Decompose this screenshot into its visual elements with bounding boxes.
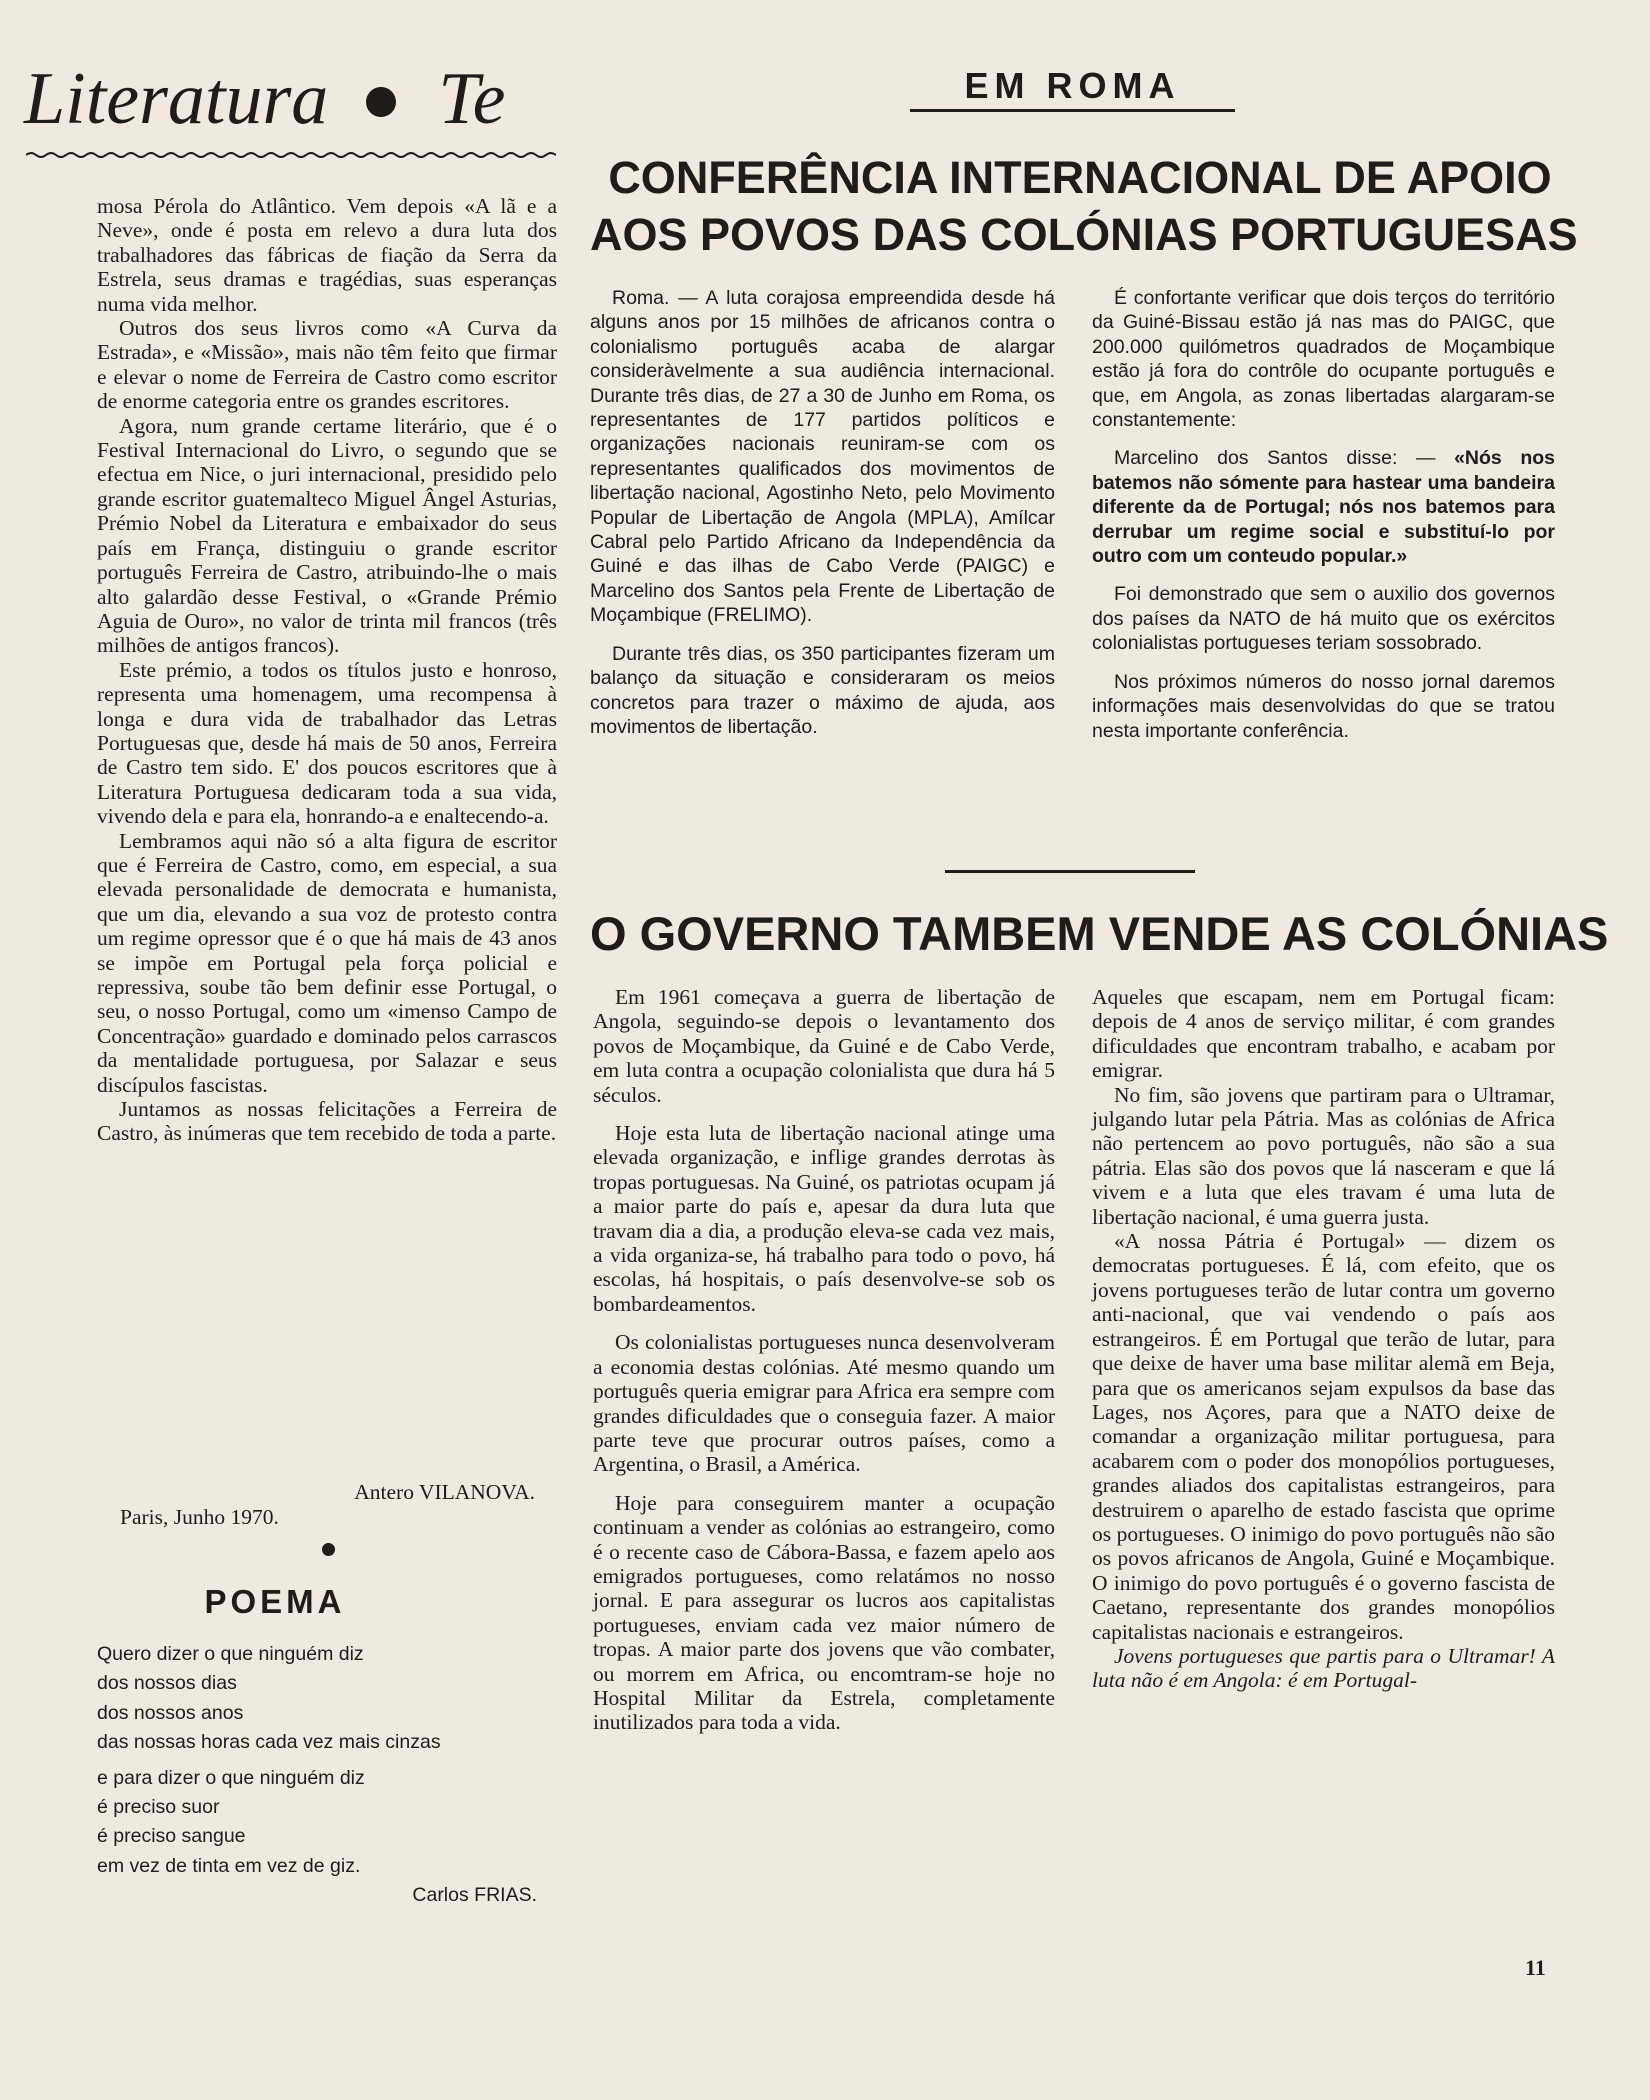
wavy-rule [26, 150, 556, 160]
section-header-literatura [24, 58, 506, 140]
article2-closing: Jovens portugueses que partis para o Ultramar! A luta não é em Angola: é em Portugal- [1092, 1643, 1555, 1693]
lit-dateline: Paris, Junho 1970. [120, 1505, 279, 1529]
article1-headline-line1: CONFERÊNCIA INTERNACIONAL DE APOIO [608, 152, 1552, 203]
poem-line: e para dizer o que ninguém diz [97, 1766, 365, 1789]
poem-line: das nossas horas cada vez mais cinzas [97, 1731, 441, 1754]
poem-author: Carlos FRIAS. [412, 1884, 537, 1907]
section-title-b: Te [438, 58, 506, 140]
article2-paragraph: No fim, são jovens que partiram para o Ultramar, julgando lutar pela Pátria. Mas as colónias de Africa não pertencem ao povo português, não são a sua pátria. Elas são dos povos que lá nasceram e que lá vivem e a luta que eles travam é uma luta de libertação nacional, é uma guerra justa. [1092, 1082, 1555, 1229]
article2-paragraph: Hoje esta luta de libertação nacional atinge uma elevada organização, e inflige grandes derrotas às tropas portuguesas. Na Guiné, os patriotas ocupam já a maior parte do país e, apesar da dura luta que travam dia a dia, a produção eleva-se cada vez mais, a vida organiza-se, há trabalho para todo o povo, há escolas, há hospitais, o país desenvolve-se sob os bombardeamentos. [593, 1121, 1055, 1316]
article1-paragraph: Roma. — A luta corajosa empreendida desde há alguns anos por 15 milhões de africanos contra o colonialismo português acaba de alargar consideràvelmente a sua audiência internacional. Durante três dias, de 27 a 30 de Junho em Roma, os representantes de 177 partidos políticos e organizações nacionais reuniram-se com os representantes qualificados dos movimentos de libertação nacional, Agostinho Neto, pelo Movimento Popular de Libertação de Angola (MPLA), Amílcar Cabral pelo Partido Africano da Independência da Guiné e das ilhas de Cabo Verde (PAIGC) e Marcelino dos Santos pela Frente de Libertação de Moçambique (FRELIMO). [590, 287, 1055, 627]
bullet-dot [366, 87, 396, 117]
separator-dot [322, 1543, 335, 1556]
article2-paragraph: Os colonialistas portugueses nunca desenvolveram a economia destas colónias. Até mesmo quando um português queria emigrar para Africa era sempre com grandes dificuldades que o conseguia fazer. A maior parte teve que procurar outros países, como a Argentina, o Brasil, a América. [593, 1330, 1055, 1477]
lit-paragraph: Outros dos seus livros como «A Curva da Estrada», e «Missão», mais não têm feito que firmar e elevar o nome de Ferreira de Castro como escritor de enorme categoria entre os grandes escritores. [97, 316, 557, 414]
article1-column2 [1092, 286, 1555, 743]
section-title-a: Literatura [24, 58, 329, 140]
poem [97, 1640, 537, 1911]
kicker-em-roma: EM ROMA [964, 65, 1181, 106]
poem-line: dos nossos anos [97, 1701, 244, 1724]
kicker-rule [910, 109, 1235, 112]
article1-paragraph: Foi demonstrado que sem o auxilio dos governos dos países da NATO de há muito que os exércitos colonialistas portugueses teriam sossobrado. [1092, 583, 1555, 655]
page-number: 11 [1525, 1955, 1546, 1980]
quote-intro: Marcelino dos Santos disse: — [1114, 447, 1436, 470]
article1-column1 [590, 286, 1055, 739]
lit-paragraph: Juntamos as nossas felicitações a Ferreira de Castro, às inúmeras que tem recebido de toda a parte. [97, 1097, 557, 1146]
article1-quote [1092, 446, 1555, 568]
lit-paragraph: Este prémio, a todos os títulos justo e honroso, representa uma homenagem, uma recompensa à longa e dura vida de trabalhador das Letras Portuguesas que, desde há mais de 50 anos, Ferreira de Castro tem sido. E' dos poucos escritores que à Literatura Portuguesa dedicaram toda a sua vida, vivendo dela e para ela, honrando-a e enaltecendo-a. [97, 657, 557, 829]
article2-column1 [593, 985, 1055, 1735]
article2-paragraph: Hoje para conseguirem manter a ocupação continuam a vender as colónias ao estrangeiro, como é o recente caso de Cábora-Bassa, e fazem apelo aos emigrados portugueses, como relatámos no nosso jornal. E para assegurar os lucros aos capitalistas portugueses, enviam cada vez maior número de tropas. A maior parte dos jovens que vão combater, ou morrem em Africa, ou encomtram-se hoje no Hospital Militar da Estrela, completamente inutilizados para toda a vida. [593, 1490, 1055, 1735]
article2-paragraph: Em 1961 começava a guerra de libertação de Angola, seguindo-se depois o levantamento dos povos de Moçambique, da Guiné e de Cabo Verde, em luta contra a ocupação colonialista que dura há 5 séculos. [593, 985, 1055, 1107]
article2-paragraph: Aqueles que escapam, nem em Portugal ficam: depois de 4 anos de serviço militar, é com grandes dificuldades que encontram trabalho, e acabam por emigrar. [1092, 985, 1555, 1083]
article1-paragraph: É confortante verificar que dois terços do território da Guiné-Bissau estão já nas mas do PAIGC, que 200.000 quilómetros quadrados de Moçambique estão já fora do contrôle do ocupante português e que, em Angola, as zonas libertadas alargaram-se constantemente: [1092, 287, 1555, 432]
poem-line: em vez de tinta em vez de giz. [97, 1854, 361, 1877]
poem-line: dos nossos dias [97, 1672, 237, 1695]
article-divider [945, 870, 1195, 873]
article1-paragraph: Nos próximos números do nosso jornal daremos informações mais desenvolvidas do que se tratou nesta importante conferência. [1092, 670, 1555, 742]
article2-headline: O GOVERNO TAMBEM VENDE AS COLÓNIAS [590, 907, 1609, 960]
lit-paragraph: Lembramos aqui não só a alta figura de escritor que é Ferreira de Castro, como, em especial, a sua elevada personalidade de democrata e humanista, que um dia, elevando a sua voz de protesto contra um regime opressor que é o que há mais de 43 anos se impõe em Portugal pela força policial e repressiva, soube tão bem definir esse Portugal, o seu, o nosso Portugal, como um «imenso Campo de Concentração» guardado e dominado pelos carrascos da mentalidade portuguesa, por Salazar e seus discípulos fascistas. [97, 828, 557, 1097]
poem-title: POEMA [204, 1583, 346, 1620]
article1-headline-line2: AOS POVOS DAS COLÓNIAS PORTUGUESAS [590, 209, 1578, 260]
lit-paragraph: Agora, num grande certame literário, que é o Festival Internacional do Livro, o segundo que se efectua em Nice, o juri internacional, presidido pelo grande escritor guatemalteco Miguel Ângel Asturias, Prémio Nobel da Literatura e embaixador do seus país em França, distinguiu o grande escritor português Ferreira de Castro, atribuindo-lhe o mais alto galardão desse Festival, o «Grande Prémio Aguia de Ouro», no valor de trinta mil francos (três milhões de antigos francos). [97, 413, 557, 658]
article2-column2 [1092, 985, 1555, 1693]
poem-line: é preciso suor [97, 1796, 220, 1819]
literature-article [97, 194, 557, 1146]
quote-text: «Nós nos batemos não sómente para hastear uma bandeira diferente da de Portugal; nós nos batemos para derrubar um regime social e substituí-lo por outro com um conteudo popular.» [1092, 447, 1555, 568]
article2-paragraph: «A nossa Pátria é Portugal» — dizem os democratas portugueses. É lá, com efeito, que os jovens portugueses terão de lutar contra um governo anti-nacional, que vai vendendo o país aos estrangeiros. É em Portugal que terão de lutar, para que deixe de haver uma base militar alemã em Beja, para que os americanos sejam expulsos da base das Lages, nos Açores, para que a NATO deixe de comandar a organização militar portuguesa, para acabarem com o poder dos monopólios portugueses, grandes aliados dos capitalistas estrangeiros, para destruirem o aparelho de estado fascista que oprime os portugueses. O inimigo do povo português não são os povos africanos de Angola, Guiné e Moçambique. O inimigo do povo português é o governo fascista de Caetano, representante dos grandes monopólios capitalistas nacionais e estrangeiros. [1092, 1229, 1555, 1644]
article1-paragraph: Durante três dias, os 350 participantes fizeram um balanço da situação e consideraram os meios concretos para trazer o máximo de ajuda, aos movimentos de libertação. [590, 642, 1055, 738]
poem-line: Quero dizer o que ninguém diz [97, 1643, 364, 1665]
lit-author: Antero VILANOVA. [354, 1480, 535, 1504]
poem-line: é preciso sangue [97, 1825, 246, 1848]
lit-paragraph: mosa Pérola do Atlântico. Vem depois «A lã e a Neve», onde é posta em relevo a dura luta dos trabalhadores das fábricas de fiação da Serra da Estrela, seus dramas e tragédias, suas esperanças numa vida melhor. [97, 194, 557, 316]
